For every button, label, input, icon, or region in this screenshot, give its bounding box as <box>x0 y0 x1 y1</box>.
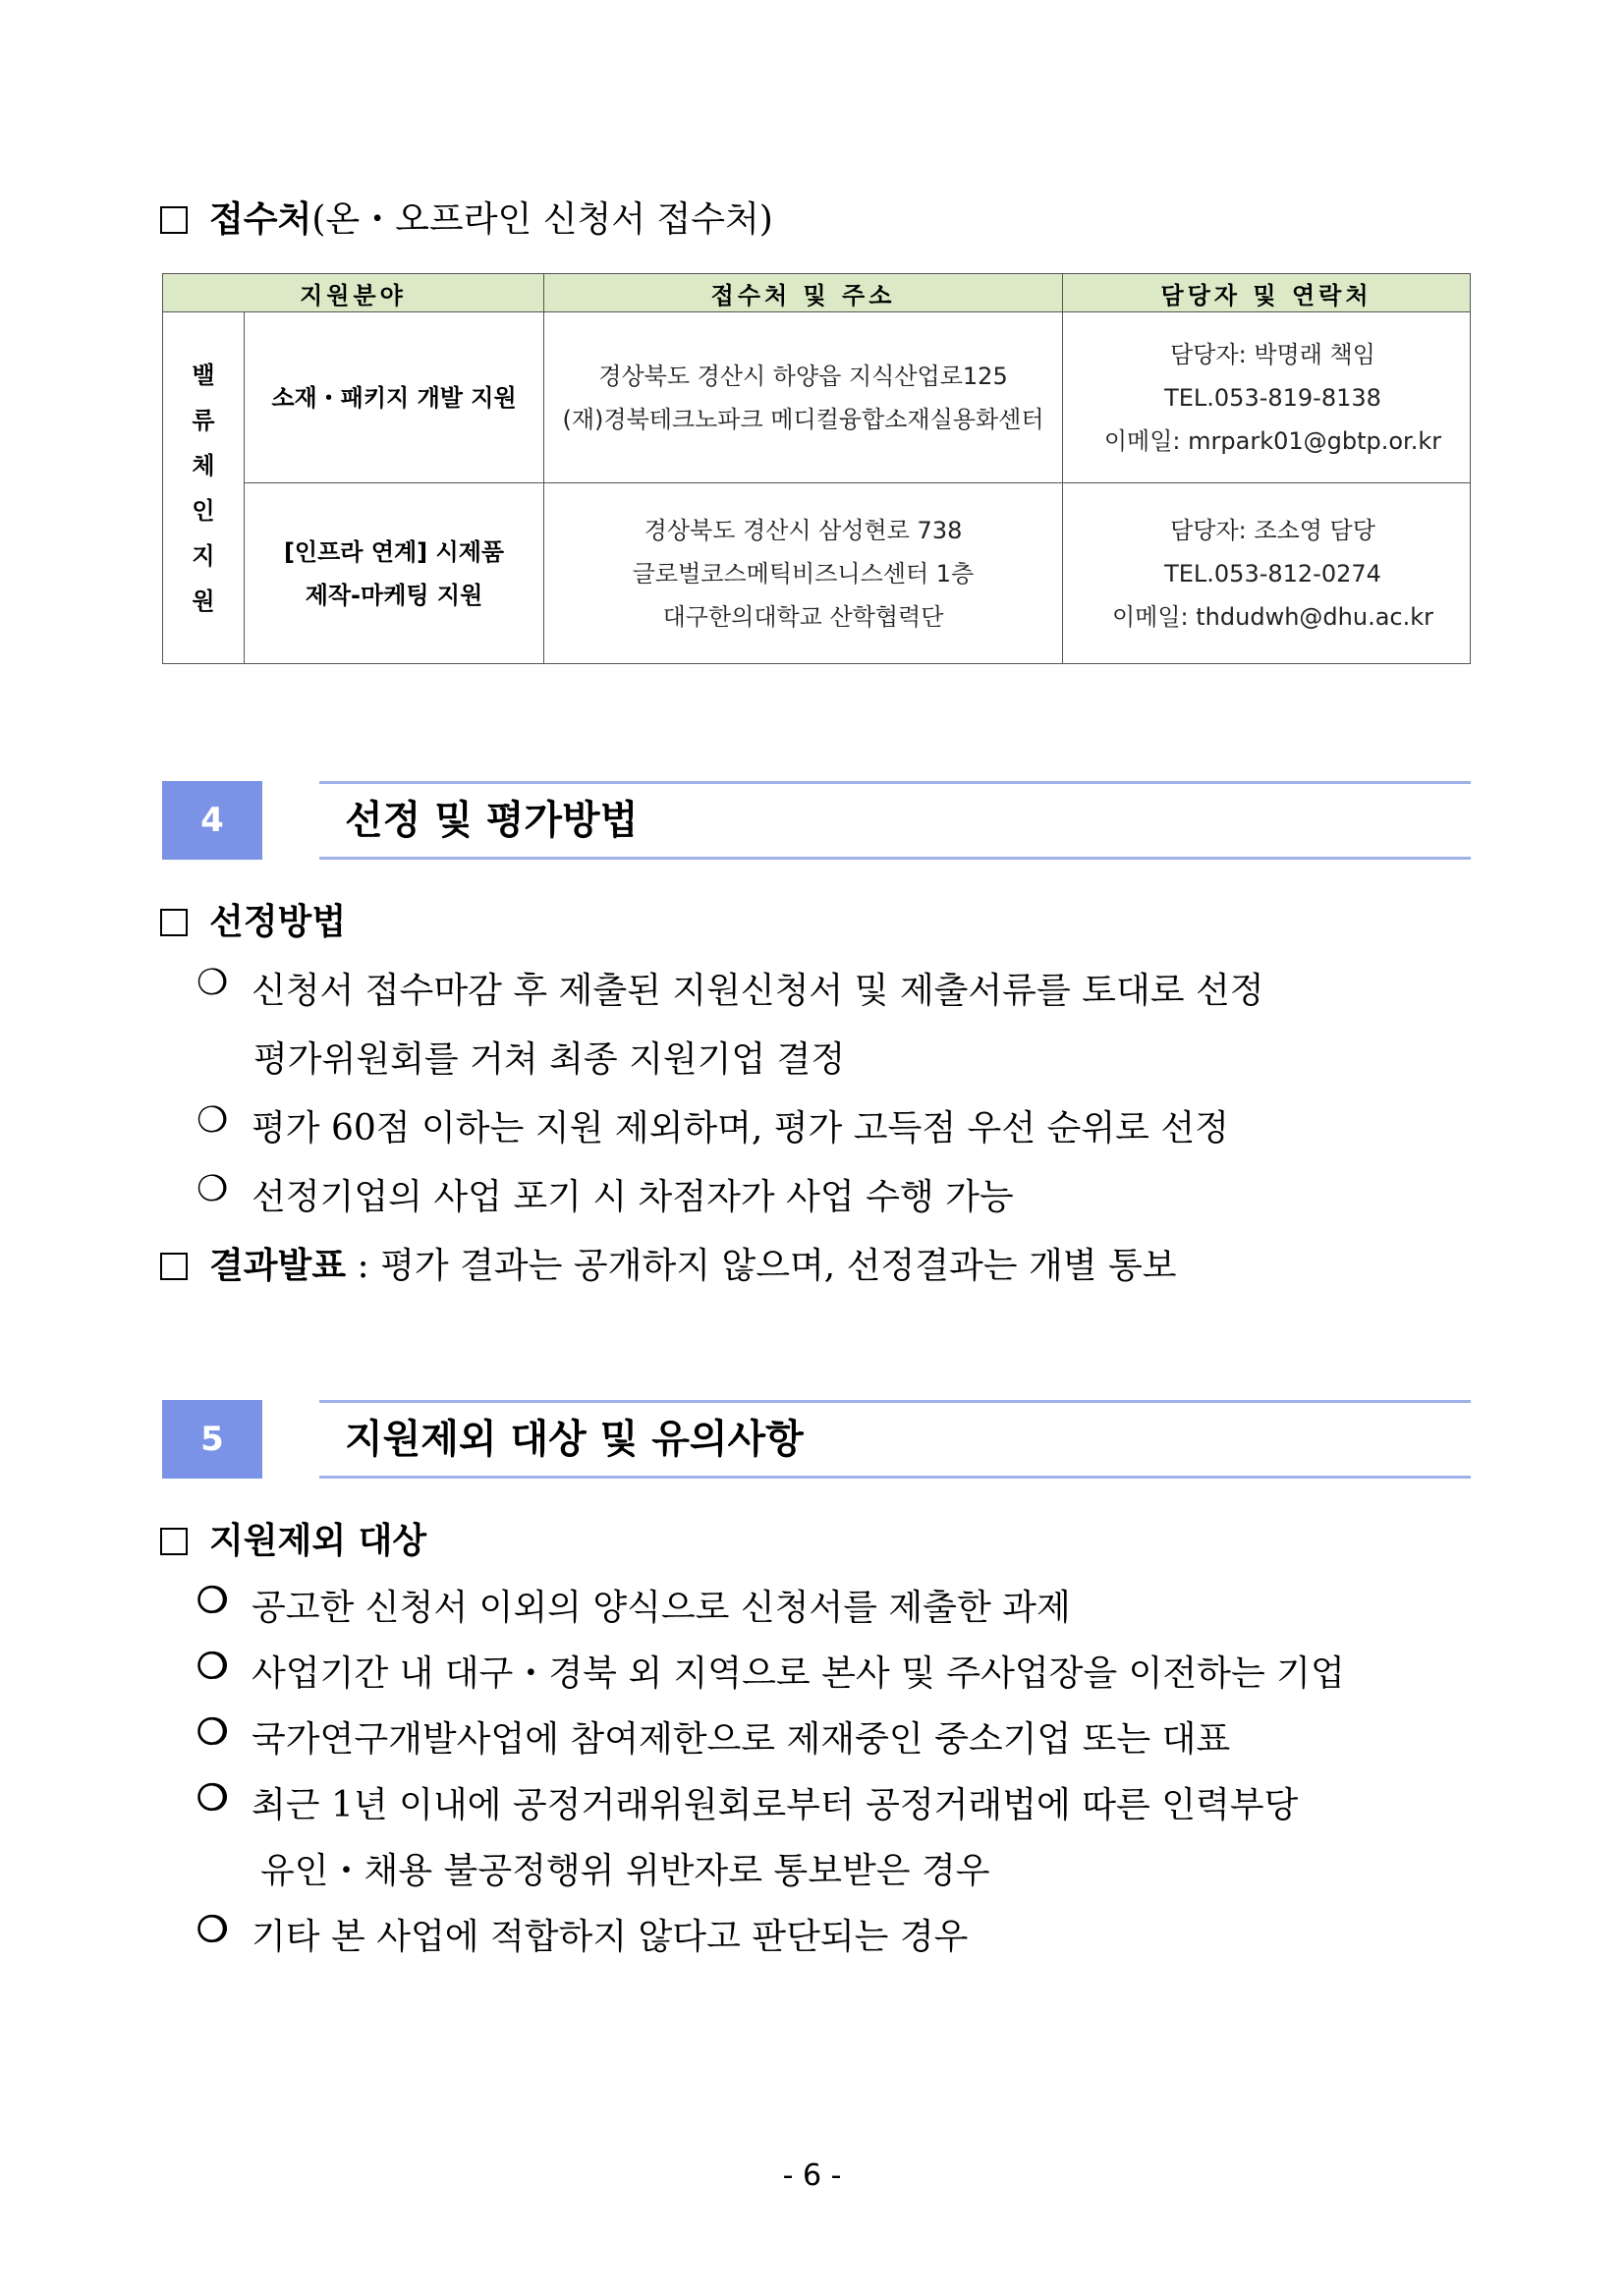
section-title: 선정 및 평가방법 <box>345 798 639 843</box>
header-contact: 담당자 및 연락처 <box>1063 274 1471 312</box>
field-name: 소재・패키지 개발 지원 <box>271 383 517 412</box>
result-announcement <box>160 1238 1177 1288</box>
list-item-text: 선정기업의 사업 포기 시 차점자가 사업 수행 가능 <box>252 1177 1014 1217</box>
table-row <box>163 483 1471 664</box>
exclusion-label: 지원제외 대상 <box>209 1520 427 1561</box>
checkbox-square-icon <box>160 1528 188 1555</box>
reception-heading <box>160 192 773 242</box>
result-label: 결과발표 <box>209 1245 347 1286</box>
field-name-line: 제작-마케팅 지원 <box>305 581 483 609</box>
table-header-row <box>163 274 1471 312</box>
address-line: (재)경북테크노파크 메디컬융합소재실용화센터 <box>562 405 1044 433</box>
section-4-header <box>162 781 1471 860</box>
list-item-continuation: 유인・채용 불공정행위 위반자로 통보받은 경우 <box>260 1851 990 1891</box>
reception-table <box>162 273 1471 664</box>
circle-bullet-icon: ❍ <box>196 1169 229 1209</box>
address-line: 대구한의대학교 산학협력단 <box>662 602 944 631</box>
list-item-text: 신청서 접수마감 후 제출된 지원신청서 및 제출서류를 토대로 선정 <box>252 971 1264 1011</box>
field-cell <box>245 312 544 483</box>
list-item-text: 평가 60점 이하는 지원 제외하며, 평가 고득점 우선 순위로 선정 <box>252 1108 1229 1148</box>
contact-email: 이메일: thdudwh@dhu.ac.kr <box>1112 602 1433 631</box>
header-field: 지원분야 <box>163 274 544 312</box>
reception-title: 접수처 <box>209 199 312 240</box>
contact-phone: TEL.053-819-8138 <box>1164 383 1381 412</box>
circle-bullet-icon: ❍ <box>196 1777 229 1819</box>
reception-subtitle: (온・오프라인 신청서 접수처) <box>311 199 773 240</box>
address-line: 경상북도 경산시 하양읍 지식산업로125 <box>598 362 1008 390</box>
selection-method-label: 선정방법 <box>209 901 347 942</box>
checkbox-square-icon <box>160 909 188 936</box>
address-line: 경상북도 경산시 삼성현로 738 <box>644 516 963 544</box>
contact-person: 담당자: 조소영 담당 <box>1170 516 1375 544</box>
table-row <box>163 312 1471 483</box>
circle-bullet-icon: ❍ <box>196 963 229 1003</box>
exclusion-heading <box>160 1513 426 1563</box>
contact-cell <box>1063 312 1471 483</box>
circle-bullet-icon: ❍ <box>196 1909 229 1950</box>
section-5-header <box>162 1400 1471 1479</box>
group-label: 밸류체인지원 <box>192 361 215 615</box>
list-item-text: 기타 본 사업에 적합하지 않다고 판단되는 경우 <box>252 1917 969 1957</box>
circle-bullet-icon: ❍ <box>196 1100 229 1141</box>
circle-bullet-icon: ❍ <box>196 1580 229 1621</box>
contact-phone: TEL.053-812-0274 <box>1164 559 1381 588</box>
section-number-badge: 5 <box>162 1400 262 1479</box>
address-cell <box>544 483 1063 664</box>
circle-bullet-icon: ❍ <box>196 1646 229 1687</box>
section-title: 지원제외 대상 및 유의사항 <box>345 1417 804 1462</box>
list-item-text: 사업기간 내 대구・경북 외 지역으로 본사 및 주사업장을 이전하는 기업 <box>252 1653 1345 1694</box>
checkbox-square-icon <box>160 206 188 234</box>
list-item-text: 최근 1년 이내에 공정거래위원회로부터 공정거래법에 따른 인력부당 <box>252 1785 1299 1825</box>
field-name-line: [인프라 연계] 시제품 <box>283 537 505 566</box>
circle-bullet-icon: ❍ <box>196 1711 229 1753</box>
address-line: 글로벌코스메틱비즈니스센터 1층 <box>632 559 975 588</box>
group-label-cell <box>163 312 245 664</box>
field-cell <box>245 483 544 664</box>
contact-cell <box>1063 483 1471 664</box>
checkbox-square-icon <box>160 1253 188 1280</box>
contact-email: 이메일: mrpark01@gbtp.or.kr <box>1103 426 1442 455</box>
header-address: 접수처 및 주소 <box>544 274 1063 312</box>
list-item-continuation: 평가위원회를 거쳐 최종 지원기업 결정 <box>253 1039 846 1080</box>
address-cell <box>544 312 1063 483</box>
contact-person: 담당자: 박명래 책임 <box>1170 340 1375 368</box>
selection-method-heading <box>160 894 346 944</box>
list-item-text: 국가연구개발사업에 참여제한으로 제재중인 중소기업 또는 대표 <box>252 1719 1231 1760</box>
result-text: : 평가 결과는 공개하지 않으며, 선정결과는 개별 통보 <box>346 1246 1177 1286</box>
section-number-badge: 4 <box>162 781 262 860</box>
page-number: - 6 - <box>782 2158 842 2193</box>
list-item-text: 공고한 신청서 이외의 양식으로 신청서를 제출한 과제 <box>252 1588 1071 1628</box>
